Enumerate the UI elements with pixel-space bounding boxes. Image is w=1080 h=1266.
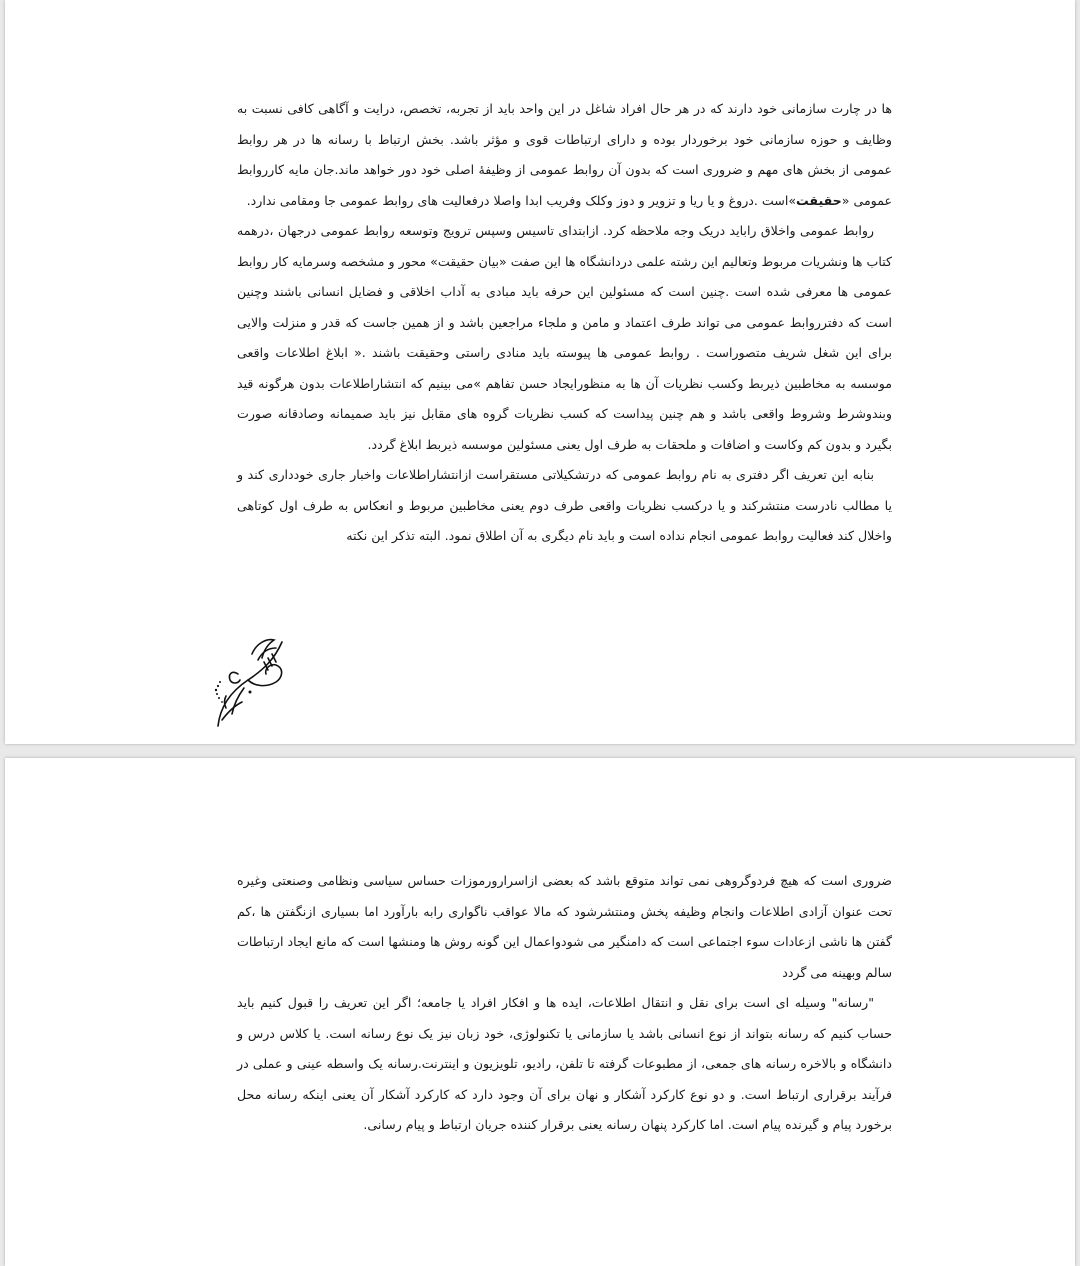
page-1-paragraph-1-end: »است .دروغ و یا ریا و تزویر و دوز وکلک وفریب ابدا واصلا درفعالیت های روابط عمومی جا ومقامی ندارد. [246,192,797,208]
page-2-paragraph-1: ضروری است که هيچ فردوگروهی نمی تواند متوقع باشد که بعضی ازاسرارورموزات حساس سياسی ونظامی وصنعتی وغيره تحت عنوان آزادی اطلاعات وانجام وظيفه پخش ومنتشرشود که مالا عواقب ناگواری رابه بارآورد اما بسياری ازنگفتن ها ،کم گفتن ها ناشی ازعادات سوء اجتماعی است که دامنگير می شودواعمال اين گونه روش ها ومنشها است که مانع ايجاد ارتباطات سالم وبهينه می گردد [237,873,892,980]
page-2-text [237,866,892,1141]
page-1-paragraph-1-start: ها در چارت سازمانی خود دارند که در هر حال افراد شاغل در این واحد باید از تجربه، تخصص، درایت و آگاهی کافی نسبت به وظایف و حوزه سازمانی خود برخوردار بوده و دارای ارتباطات قوی و مؤثر باشد. بخش ارتباط با رسانه ها در هر روابط عمومی از بخش های مهم و ضروری است که بدون آن روابط عمومی از وظیفهٔ اصلی خود دور خواهد ماند.جان مایه کارروابط عمومی « [237,101,892,208]
haghighat-bold-word: حقیقت [796,192,842,208]
page-1-text [237,94,892,552]
page-2-paragraph-2: "رسانه" وسیله ای است برای نقل و انتقال اطلاعات، ایده ها و افکار افراد یا جامعه؛ اگر این تعریف را قبول کنیم باید حساب کنیم که رسانه بتواند از نوع انسانی باشد یا سازمانی یا تکنولوژی، خود زبان نیز یک نوع رسانه است. یا کلاس درس و دانشگاه و بالاخره رسانه های جمعی، از مطبوعات گرفته تا تلفن، رادیو، تلویزیون و اینترنت.رسانه یک واسطه عینی و عملی در فرآیند برقراری ارتباط است. و دو نوع کارکرد آشکار و نهان برای آن وجود دارد که کارکرد آشکار آن یعنی اینکه رسانه محل برخورد پیام و گیرنده پیام است. اما کارکرد پنهان رسانه یعنی برقرار کننده جریان ارتباط و پیام رسانی. [237,995,892,1132]
document-page-2 [5,758,1075,1266]
page-1-paragraph-2: روابط عمومی واخلاق رابايد دريک وجه ملاحظه کرد. ازابتدای تاسیس وسپس ترويج وتوسعه روابط عمومی درجهان ،درهمه کتاب ها ونشريات مربوط وتعاليم اين رشته علمی دردانشگاه ها اين صفت «بيان حقيقت» محور و مشخصه وسرمايه کار روابط عمومی ها معرفی شده است .چنين است که مسئولين اين حرفه بايد مبادی به آداب اخلاقی و فضايل انسانی باشند وچنين است که دفترروابط عمومی می تواند طرف اعتماد و مامن و ملجاء مراجعين باشد و از همين جاست که قدر و منزلت والايی برای اين شغل شريف متصوراست . روابط عمومی ها پيوسته بايد منادی راستی وحقيقت باشند .« ابلاغ اطلاعات واقعی موسسه به مخاطبين ذيربط وكسب نظريات آن ها به منظورايجاد حسن تفاهم »می بينيم که انتشاراطلاعات بدون هرگونه قيد وبندوشرط وشروط واقعی باشد و هم چنين پيداست که کسب نظريات گروه های مقابل نيز بايد صميمانه وصادقانه صورت بگيرد و بدون کم وكاست و اضافات و ملحقات به طرف اول يعنی مسئولين موسسه ذيربط ابلاغ گردد. [237,223,892,452]
page-1-paragraph-1 [237,94,892,216]
page-1-paragraph-3: بنابه اين تعريف اگر دفتری به نام روابط عمومی که درتشکيلاتی مستقراست ازانتشاراطلاعات واخبار جاری خودداری کند و يا مطالب نادرست منتشرکند و يا درکسب نظريات واقعی طرف دوم يعنی مخاطبين مربوط و انعکاس به طرف اول کوتاهی واخلال کند فعاليت روابط عمومی انجام نداده است و بايد نام ديگری به آن اطلاق نمود. البته تذکر اين نکته [237,467,892,543]
document-page-1 [5,0,1075,744]
floral-ornament-icon [208,630,290,730]
